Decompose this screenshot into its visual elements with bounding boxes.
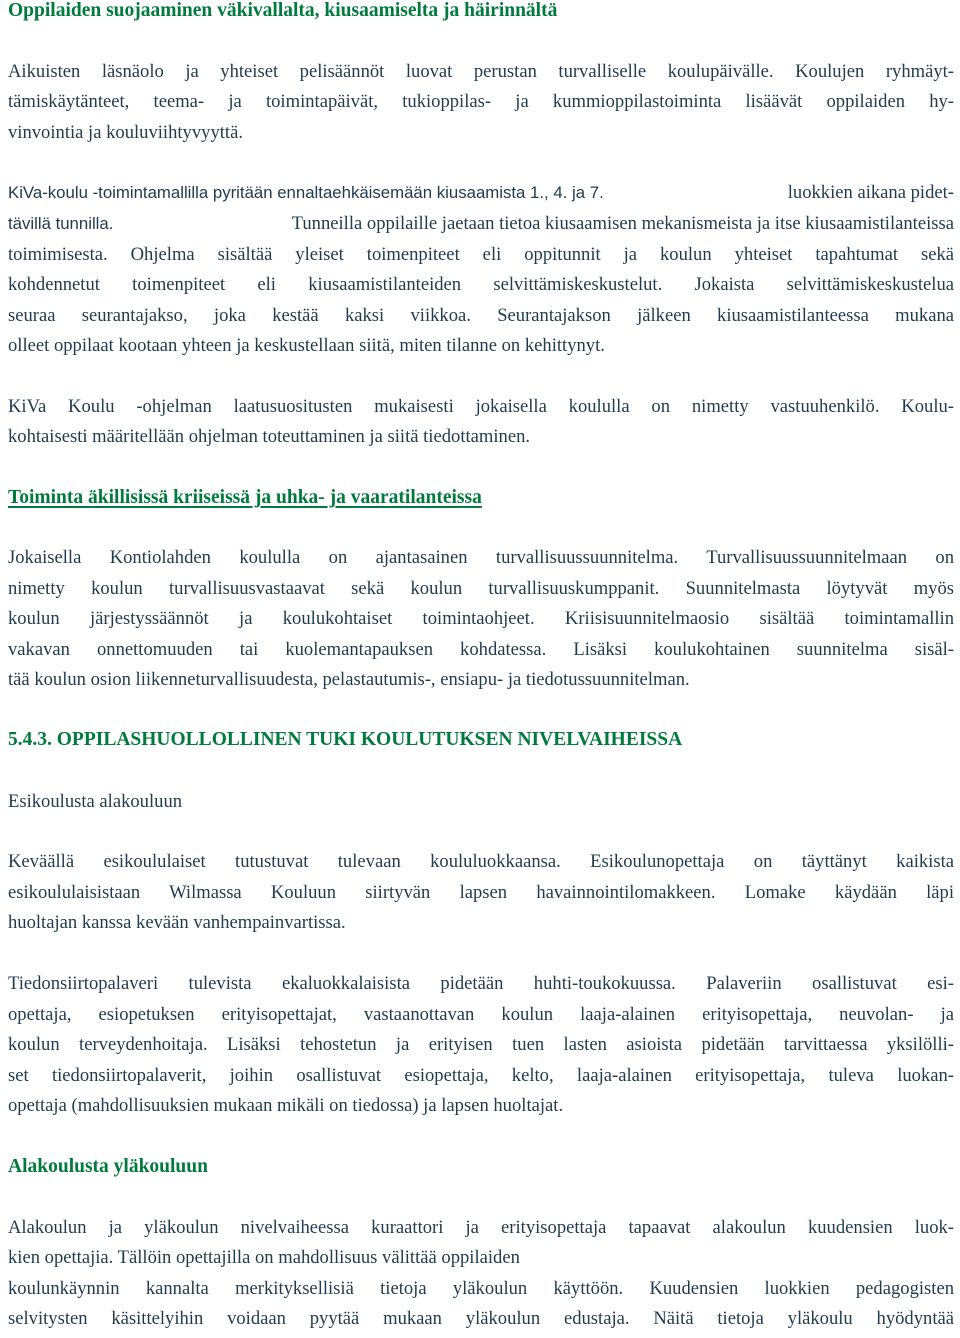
- section-heading: Oppilaiden suojaaminen väkivallalta, kiusaamiselta ja häirinnältä: [8, 0, 558, 21]
- paragraph-line: Keväällä esikoululaiset tutustuvat tulevaan koululuokkaansa. Esikoulunopettaja on täyttänyt kaikista: [8, 851, 954, 872]
- paragraph-line: koulunkäynnin kannalta merkityksellisiä tietoja yläkoulun käyttöön. Kuudensien luokkien pedagogisten: [8, 1278, 954, 1299]
- kiva-sans-text: KiVa-koulu -toimintamallilla pyritään ennaltaehkäisemään kiusaamista 1., 4. ja 7.: [8, 183, 604, 202]
- paragraph-line: opettaja (mahdollisuuksien mukaan mikäli on tiedossa) ja lapsen huoltajat.: [8, 1095, 564, 1116]
- paragraph-line: Jokaisella Kontiolahden koululla on ajantasainen turvallisuussuunnitelma. Turvallisuussuunnitelmaan on: [8, 547, 954, 568]
- paragraph-line: Tiedonsiirtopalaveri tulevista ekaluokkalaisista pidetään huhti-toukokuussa. Palaveriin osallistuvat esi-: [8, 973, 954, 994]
- paragraph-line: toimimisesta. Ohjelma sisältää yleiset toimenpiteet eli oppitunnit ja koulun yhteiset tapahtumat sekä: [8, 244, 954, 265]
- paragraph-line: olleet oppilaat kootaan yhteen ja keskustellaan siitä, miten tilanne on kehittynyt.: [8, 335, 605, 356]
- paragraph-line: kohdennetut toimenpiteet eli kiusaamistilanteiden selvittämiskeskustelut. Jokaista selvittämiskeskustelua: [8, 274, 954, 295]
- paragraph-line: opettaja, esiopetuksen erityisopettajat, vastaanottavan koulun laaja-alainen erityisopettaja, neuvolan- ja: [8, 1004, 954, 1025]
- paragraph-line: koulun järjestyssäännöt ja koulukohtaiset toimintaohjeet. Kriisisuunnitelmaosio sisältää toimintamallin: [8, 608, 954, 629]
- paragraph-line: esikoululaisistaan Wilmassa Kouluun siirtyvän lapsen havainnointilomakkeen. Lomake käydään läpi: [8, 882, 954, 903]
- paragraph-line: Alakoulun ja yläkoulun nivelvaiheessa kuraattori ja erityisopettaja tapaavat alakoulun kuudensien luok-: [8, 1217, 954, 1238]
- paragraph-line: tää koulun osion liikenneturvallisuudesta, pelastautumis-, ensiapu- ja tiedotussuunnitelman.: [8, 669, 690, 690]
- paragraph-text: luokkien aikana pidet-: [787, 182, 954, 203]
- paragraph-line: kien opettajia. Tällöin opettajilla on mahdollisuus välittää oppilaiden: [8, 1247, 520, 1268]
- paragraph-line: [8, 213, 954, 235]
- paragraph-line: kohtaisesti määritellään ohjelman toteuttaminen ja siitä tiedottaminen.: [8, 426, 531, 447]
- paragraph-line: selvitysten käsittelyihin voidaan pyytää mukaan yläkoulun edustaja. Näitä tietoja yläkoulu hyödyntää: [8, 1308, 954, 1329]
- paragraph-line: vakavan onnettomuuden tai kuolemantapauksen kohdatessa. Lisäksi koulukohtainen suunnitelma sisäl-: [8, 639, 954, 660]
- section-heading: Toiminta äkillisissä kriiseissä ja uhka- ja vaaratilanteissa: [8, 487, 482, 508]
- chapter-heading: 5.4.3. OPPILASHUOLLOLLINEN TUKI KOULUTUKSEN NIVELVAIHEISSA: [8, 729, 683, 750]
- paragraph-line: huoltajan kanssa kevään vanhempainvartissa.: [8, 912, 346, 933]
- paragraph-line: KiVa Koulu -ohjelman laatusuositusten mukaisesti jokaisella koululla on nimetty vastuuhenkilö. Koulu-: [8, 396, 954, 417]
- paragraph-line: set tiedonsiirtopalaverit, joihin osallistuvat esiopettaja, kelto, laaja-alainen erityisopettaja, tuleva luokan-: [8, 1065, 954, 1086]
- subheading: Esikoulusta alakouluun: [8, 791, 183, 812]
- paragraph-line: nimetty koulun turvallisuusvastaavat sekä koulun turvallisuuskumppanit. Suunnitelmasta löytyvät myös: [8, 578, 954, 599]
- section-heading: Alakoulusta yläkouluun: [8, 1156, 208, 1177]
- paragraph-line: seuraa seurantajakso, joka kestää kaksi viikkoa. Seurantajakson jälkeen kiusaamistilanteessa mukana: [8, 305, 954, 326]
- paragraph-line: vinvointia ja kouluviihtyvyyttä.: [8, 122, 243, 143]
- paragraph-line: koulun terveydenhoitaja. Lisäksi tehostetun ja erityisen tuen lasten asioista pidetään tarvittaessa yksilölli-: [8, 1034, 954, 1055]
- paragraph-line: Aikuisten läsnäolo ja yhteiset pelisäännöt luovat perustan turvalliselle koulupäivälle. Koulujen ryhmäyt-: [8, 61, 954, 82]
- paragraph-text: Tunneilla oppilaille jaetaan tietoa kiusaamisen mekanismeista ja itse kiusaamistilanteissa: [291, 213, 954, 234]
- paragraph-line: [8, 182, 954, 204]
- kiva-sans-text: tävillä tunnilla.: [8, 214, 114, 233]
- paragraph-line: tämiskäytänteet, teema- ja toimintapäivät, tukioppilas- ja kummioppilastoiminta lisäävät oppilaiden hy-: [8, 91, 954, 112]
